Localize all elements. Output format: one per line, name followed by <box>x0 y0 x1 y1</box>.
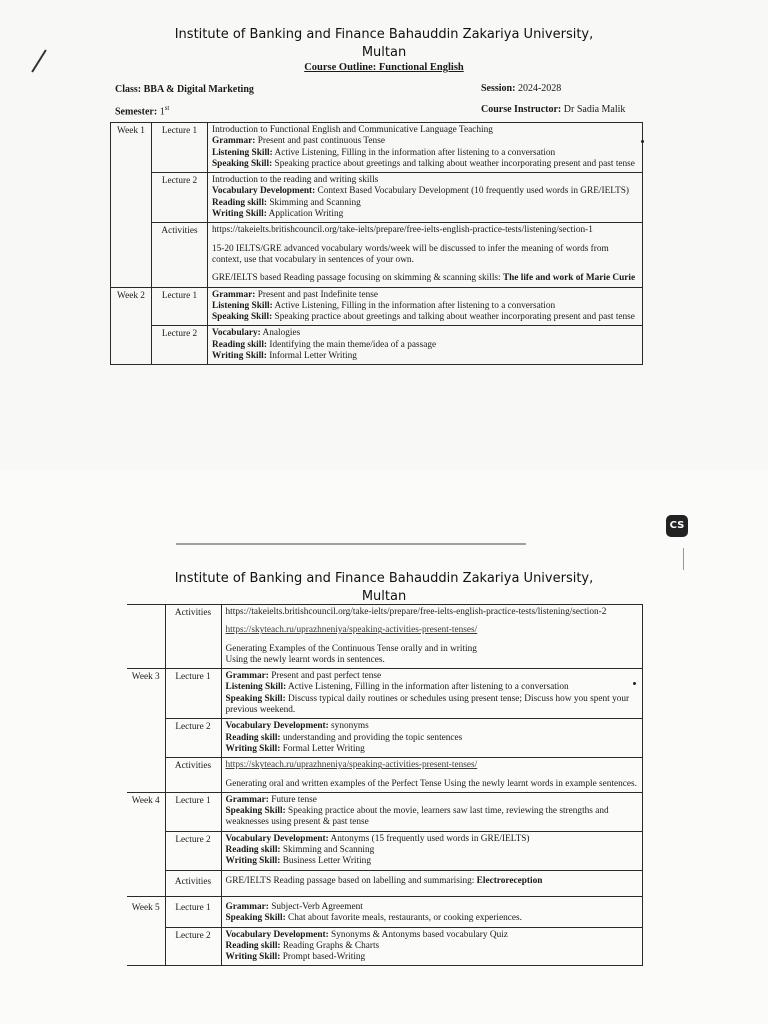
activity-link[interactable]: https://takeielts.britishcouncil.org/take-ielts/prepare/free-ielts-english-practice-tests/listening/section-2 <box>225 607 607 617</box>
activities-cell: Activities <box>165 758 221 793</box>
lecture-content: Introduction to Functional English and Communicative Language Teaching Grammar: Present and past continuous Tense Listening Skill: Active Listening, Filling in the information after listening to a conversation Speaking Skill: Speaking practice about greetings and talking about weather incorporating present and past tense <box>208 123 643 173</box>
week-cell: Week 2 <box>111 287 152 365</box>
instructor-info: Course Instructor: Dr Sadia Malik <box>481 104 626 115</box>
class-info: Class: BBA & Digital Marketing <box>115 84 254 95</box>
activities-cell: Activities <box>165 870 221 896</box>
lecture-content: Grammar: Future tense Speaking Skill: Speaking practice about the movie, learners saw last time, reviewing the strengths and weaknesses using present & past tense <box>221 792 642 831</box>
lecture-cell: Lecture 1 <box>165 792 221 831</box>
activity-link[interactable]: https://takeielts.britishcouncil.org/take-ielts/prepare/free-ielts-english-practice-tests/listening/section-1 <box>212 225 593 236</box>
lecture-content: Grammar: Present and past perfect tense Listening Skill: Active Listening, Filling in the information after listening to a conversation Speaking Skill: Discuss typical daily routines or schedules using present tense; Discuss how you spent your previous weekend. <box>221 669 642 719</box>
week-cell: Week 1 <box>111 123 152 288</box>
lecture-content: Grammar: Subject-Verb Agreement Speaking Skill: Chat about favorite meals, restaurants, or cooking experiences. <box>221 896 642 927</box>
lecture-cell: Lecture 1 <box>165 896 221 927</box>
lecture-cell: Lecture 2 <box>165 927 221 966</box>
table-row <box>127 896 642 927</box>
lecture-cell: Lecture 1 <box>152 123 208 173</box>
lecture-content: Vocabulary Development: Antonyms (15 frequently used words in GRE/IELTS) Reading skill: Skimming and Scanning Writing Skill: Business Letter Writing <box>221 831 642 870</box>
activities-content: https://skyteach.ru/uprazhneniya/speaking-activities-present-tenses/ Generating oral and written examples of the Perfect Tense Using the newly learnt words in example sentences. <box>221 758 642 793</box>
page-edge-line <box>176 543 526 545</box>
table-row <box>111 287 643 326</box>
lecture-content: Introduction to the reading and writing skills Vocabulary Development: Context Based Vocabulary Development (10 frequently used words in GRE/IELTS) Reading skill: Skimming and Scanning Writing Skill: Application Writing <box>208 173 643 223</box>
activity-link[interactable]: https://skyteach.ru/uprazhneniya/speaking-activities-present-tenses/ <box>225 625 478 636</box>
table-row <box>111 123 643 173</box>
table-row <box>127 719 642 758</box>
table-row <box>127 758 642 793</box>
institute-title: Institute of Banking and Finance Bahauddin Zakariya University, Multan <box>174 571 594 604</box>
lecture-cell: Lecture 1 <box>152 287 208 326</box>
week-cell: Week 5 <box>127 896 165 965</box>
camscanner-badge[interactable]: CS <box>666 515 688 537</box>
session-info: Session: 2024-2028 <box>481 83 562 94</box>
table-row <box>111 223 643 287</box>
lecture-content: Vocabulary Development: synonyms Reading skill: understanding and providing the topic sentences Writing Skill: Formal Letter Writing <box>221 719 642 758</box>
week-cell: Week 4 <box>127 792 165 896</box>
page-edge-mark <box>683 548 684 570</box>
activities-content: https://takeielts.britishcouncil.org/take-ielts/prepare/free-ielts-english-practice-tests/listening/section-1 15-20 IELTS/GRE advanced vocabulary words/week will be discussed to infer the meaning of words from context, use that vocabulary in sentences of your own. GRE/IELTS based Reading passage focusing on skimming & scanning skills: The life and work of Marie Curie <box>208 223 643 287</box>
table-row <box>127 927 642 966</box>
semester-info: Semester: 1st <box>115 104 170 118</box>
lecture-cell: Lecture 2 <box>165 831 221 870</box>
table-row <box>127 669 642 719</box>
lecture-content: Vocabulary: Analogies Reading skill: Identifying the main theme/idea of a passage Writing Skill: Informal Letter Writing <box>208 326 643 365</box>
scanned-page-2 <box>0 470 768 1024</box>
table-row <box>111 326 643 365</box>
activities-cell: Activities <box>152 223 208 287</box>
table-row <box>111 173 643 223</box>
course-outline-table-1 <box>110 122 643 365</box>
lecture-content: Vocabulary Development: Synonyms & Antonyms based vocabulary Quiz Reading skill: Reading Graphs & Charts Writing Skill: Prompt based-Writing <box>221 927 642 966</box>
table-row <box>127 792 642 831</box>
lecture-cell: Lecture 2 <box>152 326 208 365</box>
table-row <box>127 605 642 669</box>
scan-speck <box>633 682 636 685</box>
scanned-page-1 <box>0 0 768 470</box>
activities-content: https://takeielts.britishcouncil.org/take-ielts/prepare/free-ielts-english-practice-tests/listening/section-2 https://skyteach.ru/uprazhneniya/speaking-activities-present-tenses/ Generating Examples of the Continuous Tense orally and in writing Using the newly learnt words in sentences. <box>221 605 642 669</box>
week-cell: Week 3 <box>127 669 165 793</box>
table-row <box>127 831 642 870</box>
activities-cell: Activities <box>165 605 221 669</box>
lecture-cell: Lecture 1 <box>165 669 221 719</box>
lecture-cell: Lecture 2 <box>165 719 221 758</box>
lecture-cell: Lecture 2 <box>152 173 208 223</box>
table-row <box>127 870 642 896</box>
scan-speck <box>641 140 644 143</box>
activity-link[interactable]: https://skyteach.ru/uprazhneniya/speaking-activities-present-tenses/ <box>225 760 478 771</box>
course-outline-table-2 <box>127 604 643 966</box>
lecture-content: Grammar: Present and past Indefinite tense Listening Skill: Active Listening, Filling in the information after listening to a conversation Speaking Skill: Speaking practice about greetings and talking about weather incorporating present and past tense <box>208 287 643 326</box>
course-outline-title: Course Outline: Functional English <box>304 62 464 73</box>
week-cell-empty <box>127 605 165 669</box>
institute-title: Institute of Banking and Finance Bahauddin Zakariya University, Multan <box>174 27 594 60</box>
activities-content: GRE/IELTS Reading passage based on labelling and summarising: Electroreception <box>221 870 642 896</box>
